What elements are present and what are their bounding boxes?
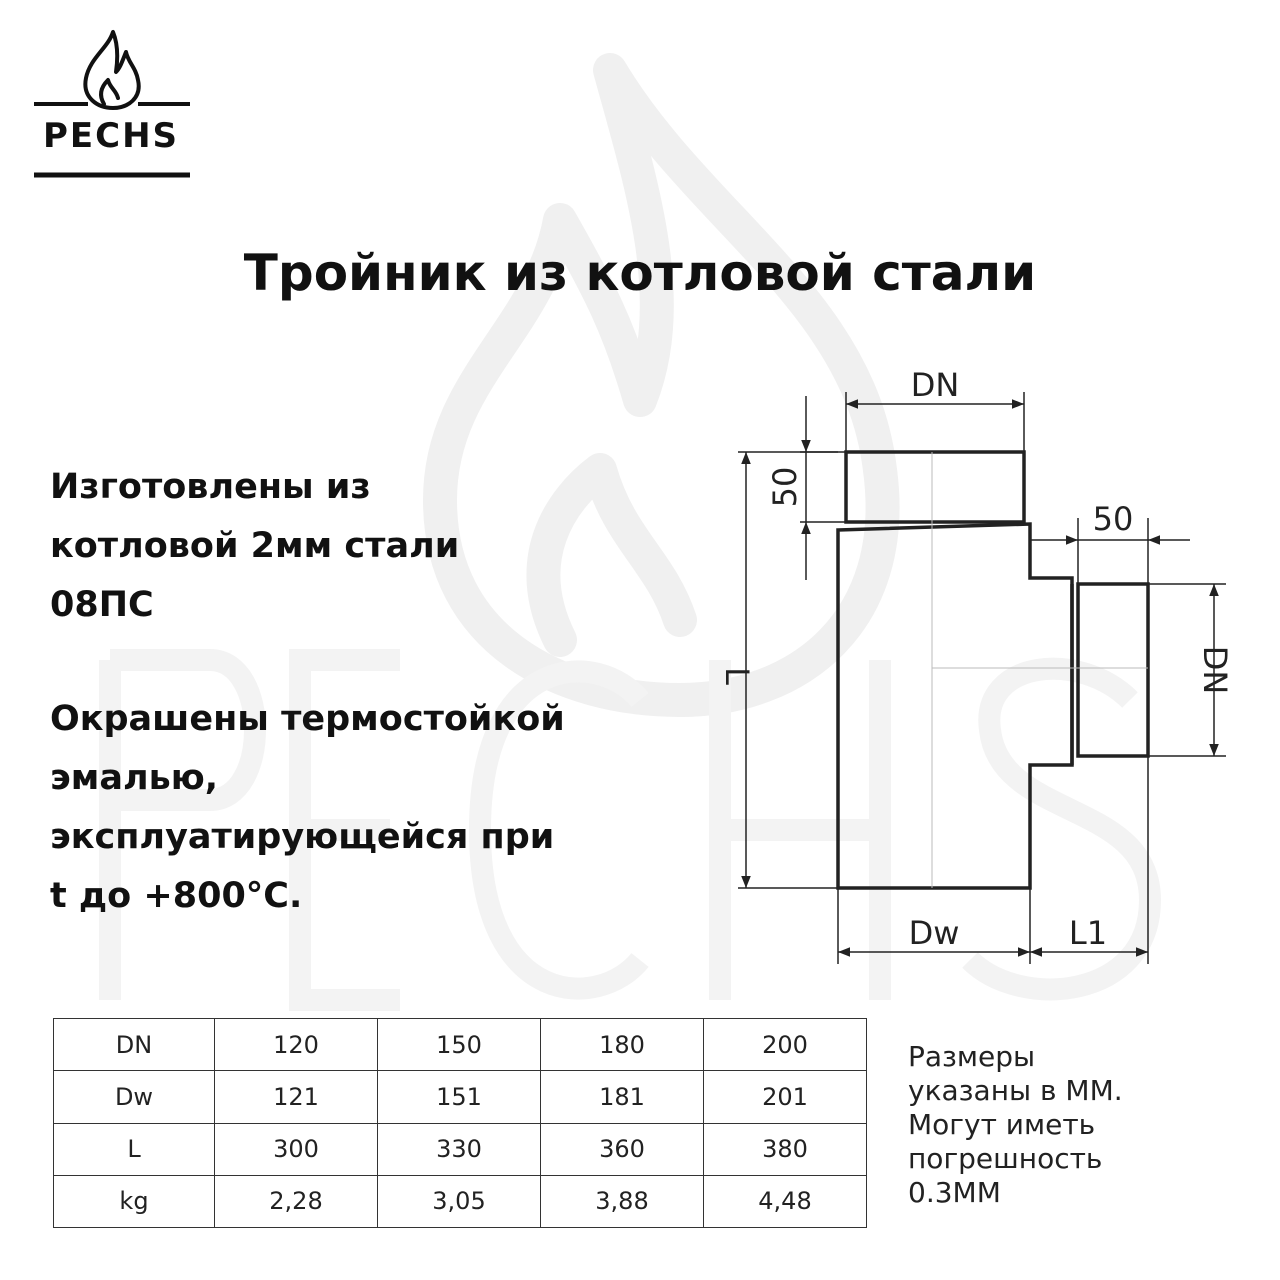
note-line: 0.3ММ — [908, 1176, 1001, 1209]
table-row — [54, 1019, 867, 1071]
spec-table — [53, 1018, 867, 1228]
table-row — [54, 1123, 867, 1175]
brand-logo — [28, 18, 198, 188]
paint-line: эмалью, — [50, 758, 219, 798]
table-param-cell: DN — [54, 1019, 215, 1071]
table-cell: 380 — [704, 1123, 867, 1175]
table-cell: 180 — [541, 1019, 704, 1071]
table-cell: 150 — [378, 1019, 541, 1071]
note-line: указаны в ММ. — [908, 1074, 1123, 1107]
paint-line: эксплуатирующейся при — [50, 817, 555, 857]
table-cell: 4,48 — [704, 1175, 867, 1227]
table-cell: 181 — [541, 1071, 704, 1123]
note-line: погрешность — [908, 1142, 1103, 1175]
material-line: 08ПС — [50, 585, 154, 625]
paint-description — [50, 690, 710, 926]
label-bottom-width: Dw — [908, 914, 960, 952]
table-cell: 201 — [704, 1071, 867, 1123]
page-title: Тройник из котловой стали — [243, 244, 1037, 302]
table-cell: 151 — [378, 1071, 541, 1123]
label-branch-length: L1 — [1068, 914, 1108, 952]
table-param-cell: kg — [54, 1175, 215, 1227]
material-line: котловой 2мм стали — [50, 526, 460, 566]
table-cell: 3,88 — [541, 1175, 704, 1227]
flame-icon — [85, 32, 138, 108]
label-total-length: L — [718, 667, 756, 685]
table-cell: 360 — [541, 1123, 704, 1175]
material-line: Изготовлены из — [50, 467, 371, 507]
material-description — [50, 458, 710, 635]
tee-drawing — [700, 370, 1270, 990]
label-side-width: DN — [1196, 645, 1234, 695]
label-top-width: DN — [910, 370, 960, 404]
table-cell: 200 — [704, 1019, 867, 1071]
table-row — [54, 1175, 867, 1227]
top-socket — [846, 452, 1024, 522]
table-cell: 3,05 — [378, 1175, 541, 1227]
table-row — [54, 1071, 867, 1123]
note-line: Могут иметь — [908, 1108, 1096, 1141]
dimensions-note — [908, 1040, 1268, 1210]
dimension-lines — [738, 392, 1226, 964]
tee-body — [838, 524, 1072, 888]
paint-line: Окрашены термостойкой — [50, 699, 565, 739]
note-line: Размеры — [908, 1040, 1036, 1073]
table-cell: 330 — [378, 1123, 541, 1175]
label-top-height: 50 — [766, 466, 804, 508]
label-side-length: 50 — [1092, 500, 1134, 538]
table-cell: 120 — [215, 1019, 378, 1071]
dimension-labels — [718, 370, 1234, 952]
paint-line: t до +800°C. — [50, 876, 303, 916]
table-param-cell: L — [54, 1123, 215, 1175]
table-cell: 121 — [215, 1071, 378, 1123]
table-cell: 2,28 — [215, 1175, 378, 1227]
brand-name: PECHS — [42, 116, 180, 156]
table-cell: 300 — [215, 1123, 378, 1175]
side-socket — [1078, 584, 1148, 756]
table-param-cell: Dw — [54, 1071, 215, 1123]
